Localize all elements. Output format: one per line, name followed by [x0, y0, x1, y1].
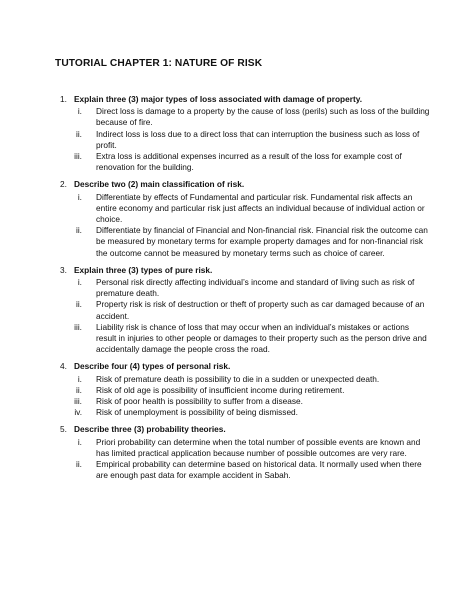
document-title: TUTORIAL CHAPTER 1: NATURE OF RISK [55, 58, 263, 69]
question-2 [60, 179, 430, 258]
answer-number: iii. [74, 151, 82, 162]
answer-text: Liability risk is chance of loss that may occur when an individual’s mistakes or actions result in injuries to other people or damages to their property such as the person drive and accidentally damage the people cross the road. [96, 321, 427, 355]
answer-item [60, 374, 430, 385]
answer-text: Extra loss is additional expenses incurred as a result of the loss for example cost of renovation for the building. [96, 151, 402, 173]
answer-list [60, 437, 430, 482]
answer-item [60, 385, 430, 396]
answer-text: Risk of poor health is possibility to suffer from a disease. [96, 396, 303, 407]
answer-number: ii. [76, 299, 82, 310]
answer-text: Empirical probability can determine based on historical data. It normally used when there are enough past data for example accident in Sabah. [96, 459, 422, 481]
answer-item [60, 225, 430, 259]
answer-item [60, 151, 430, 173]
answer-text: Risk of unemployment is possibility of being dismissed. [96, 407, 298, 418]
question-3 [60, 265, 430, 356]
question-text: Explain three (3) types of pure risk. [74, 264, 213, 275]
question-number: 4. [60, 361, 67, 372]
answer-item [60, 322, 430, 356]
answer-number: iii. [74, 396, 82, 407]
answer-text: Property risk is risk of destruction or theft of property such as car damaged because of an accident. [96, 299, 425, 321]
answer-text: Differentiate by effects of Fundamental and particular risk. Fundamental risk affects an entire economy and particular risk just affects an individual because of individual action or choice. [96, 191, 425, 225]
answer-list [60, 106, 430, 173]
question-1 [60, 94, 430, 173]
answer-number: ii. [76, 459, 82, 470]
question-number: 2. [60, 179, 67, 190]
answer-list [60, 192, 430, 259]
answer-number: iv. [74, 407, 82, 418]
question-heading [60, 179, 430, 190]
answer-text: Priori probability can determine when the total number of possible events are known and has limited practical application because number of possible outcomes are very rare. [96, 436, 421, 458]
answer-text: Direct loss is damage to a property by the cause of loss (perils) such as loss of the building because of fire. [96, 106, 430, 128]
answer-item [60, 299, 430, 321]
question-heading [60, 361, 430, 372]
question-text: Describe three (3) probability theories. [74, 424, 226, 435]
question-number: 5. [60, 424, 67, 435]
answer-item [60, 407, 430, 418]
question-text: Describe two (2) main classification of risk. [74, 179, 245, 190]
answer-number: ii. [76, 384, 82, 395]
answer-list [60, 277, 430, 355]
answer-text: Personal risk directly affecting individual’s income and standard of living such as risk of premature death. [96, 277, 415, 299]
answer-number: iii. [74, 321, 82, 332]
answer-number: ii. [76, 225, 82, 236]
answer-item [60, 459, 430, 481]
answer-number: i. [77, 106, 82, 117]
question-heading [60, 265, 430, 276]
answer-number: i. [77, 436, 82, 447]
answer-number: i. [77, 373, 82, 384]
answer-item [60, 192, 430, 226]
answer-item [60, 437, 430, 459]
answer-item [60, 277, 430, 299]
answer-number: i. [77, 191, 82, 202]
answer-item [60, 106, 430, 128]
answer-item [60, 396, 430, 407]
answer-number: ii. [76, 128, 82, 139]
question-5 [60, 424, 430, 481]
question-text: Explain three (3) major types of loss associated with damage of property. [74, 94, 363, 104]
answer-item [60, 129, 430, 151]
answer-text: Indirect loss is loss due to a direct loss that can interruption the business such as loss of profit. [96, 128, 420, 150]
question-4 [60, 361, 430, 418]
answer-text: Differentiate by financial of Financial and Non-financial risk. Financial risk the outcome can be measured by monetary terms for example property damages and for non-financial risk the outcome cannot be measured by monetary terms such as choice of career. [96, 225, 428, 258]
answer-text: Risk of premature death is possibility to die in a sudden or unexpected death. [96, 373, 380, 384]
question-text: Describe four (4) types of personal risk. [74, 361, 231, 372]
answer-text: Risk of old age is possibility of insufficient income during retirement. [96, 384, 345, 395]
answer-number: i. [77, 277, 82, 288]
question-heading [60, 94, 430, 105]
question-number: 3. [60, 264, 67, 275]
answer-list [60, 374, 430, 419]
question-heading [60, 424, 430, 435]
question-number: 1. [60, 94, 67, 104]
question-list [60, 94, 430, 488]
